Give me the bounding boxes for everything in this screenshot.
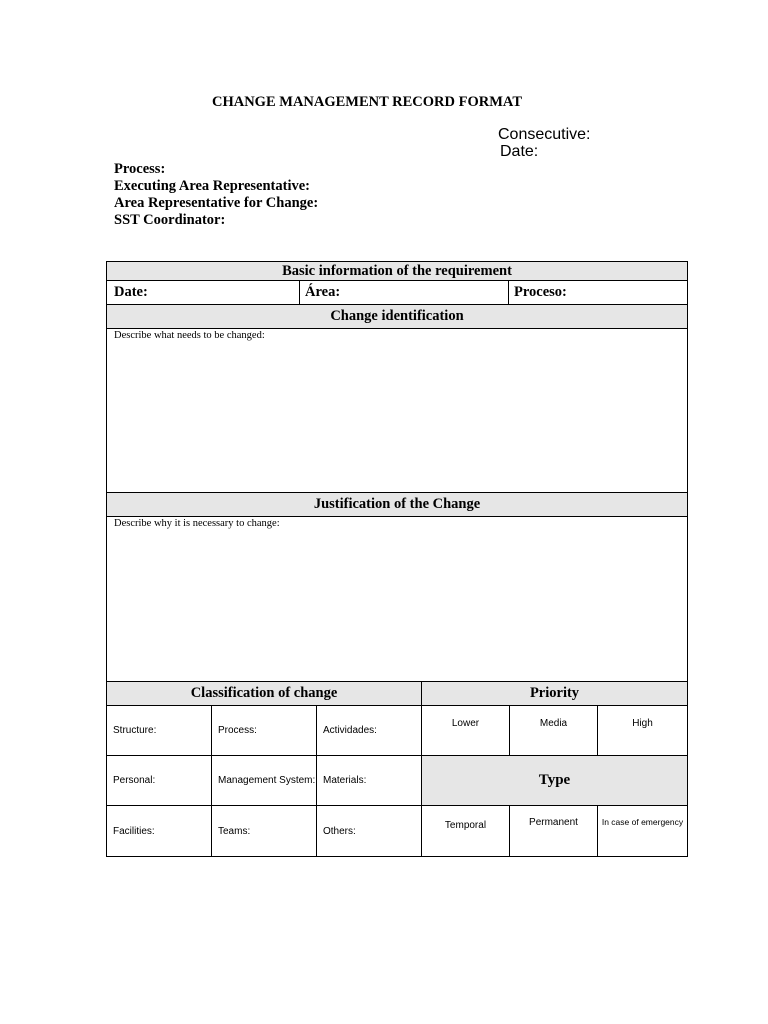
basic-info-process-cell <box>508 280 688 305</box>
classification-cell <box>106 755 212 806</box>
type-option-cell <box>421 805 510 857</box>
change-identification-prompt: Describe what needs to be changed: <box>114 330 265 341</box>
justification-area <box>106 516 688 682</box>
classification-cell <box>106 805 212 857</box>
priority-lower-label: Lower <box>451 718 480 729</box>
personal-label: Personal: <box>113 775 156 786</box>
materials-label: Materials: <box>323 775 367 786</box>
justification-heading-text: Justification of the Change <box>313 496 481 512</box>
classification-cell <box>211 705 317 756</box>
change-identification-heading-text: Change identification <box>330 308 464 324</box>
type-temporal-label: Temporal <box>444 820 487 831</box>
classification-cell <box>211 805 317 857</box>
type-permanent-label: Permanent <box>529 817 578 828</box>
sst-coordinator-label: SST Coordinator: <box>114 212 226 228</box>
priority-heading-text: Priority <box>529 685 580 701</box>
teams-label: Teams: <box>218 825 251 837</box>
facilities-label: Facilities: <box>113 825 155 837</box>
change-identification-heading <box>106 304 688 329</box>
management-system-label: Management System: <box>218 775 316 786</box>
basic-info-heading <box>106 261 688 281</box>
header-date-label: Date: <box>500 143 539 160</box>
basic-info-heading-text: Basic information of the requirement <box>282 262 512 279</box>
executing-area-rep-label: Executing Area Representative: <box>114 178 310 194</box>
justification-prompt: Describe why it is necessary to change: <box>114 518 280 529</box>
classification-cell <box>211 755 317 806</box>
classification-cell <box>316 705 422 756</box>
basic-info-date-cell <box>106 280 300 305</box>
actividades-label: Actividades: <box>323 725 377 736</box>
process-label: Process: <box>218 725 257 736</box>
priority-high-label: High <box>632 718 653 729</box>
document-title: CHANGE MANAGEMENT RECORD FORMAT <box>211 94 522 110</box>
classification-cell <box>316 755 422 806</box>
type-option-cell <box>597 805 688 857</box>
others-label: Others: <box>323 825 356 837</box>
justification-heading <box>106 492 688 517</box>
area-rep-for-change-label: Area Representative for Change: <box>114 195 319 211</box>
consecutive-label: Consecutive: <box>498 126 591 143</box>
basic-info-area-label: Área: <box>305 284 341 300</box>
type-option-cell <box>509 805 598 857</box>
basic-info-process-label: Proceso: <box>514 284 567 300</box>
priority-option-cell <box>509 705 598 756</box>
type-heading-text: Type <box>538 772 571 788</box>
classification-cell <box>106 705 212 756</box>
classification-heading <box>106 681 422 706</box>
priority-option-cell <box>597 705 688 756</box>
basic-info-date-label: Date: <box>114 284 148 300</box>
priority-option-cell <box>421 705 510 756</box>
change-identification-area <box>106 328 688 493</box>
classification-cell <box>316 805 422 857</box>
type-heading <box>421 755 688 806</box>
type-emergency-label: In case of emergency <box>601 817 684 827</box>
process-field-label: Process: <box>114 161 166 177</box>
priority-heading <box>421 681 688 706</box>
classification-heading-text: Classification of change <box>190 685 338 701</box>
priority-media-label: Media <box>539 718 568 729</box>
structure-label: Structure: <box>113 725 157 736</box>
basic-info-area-cell <box>299 280 509 305</box>
